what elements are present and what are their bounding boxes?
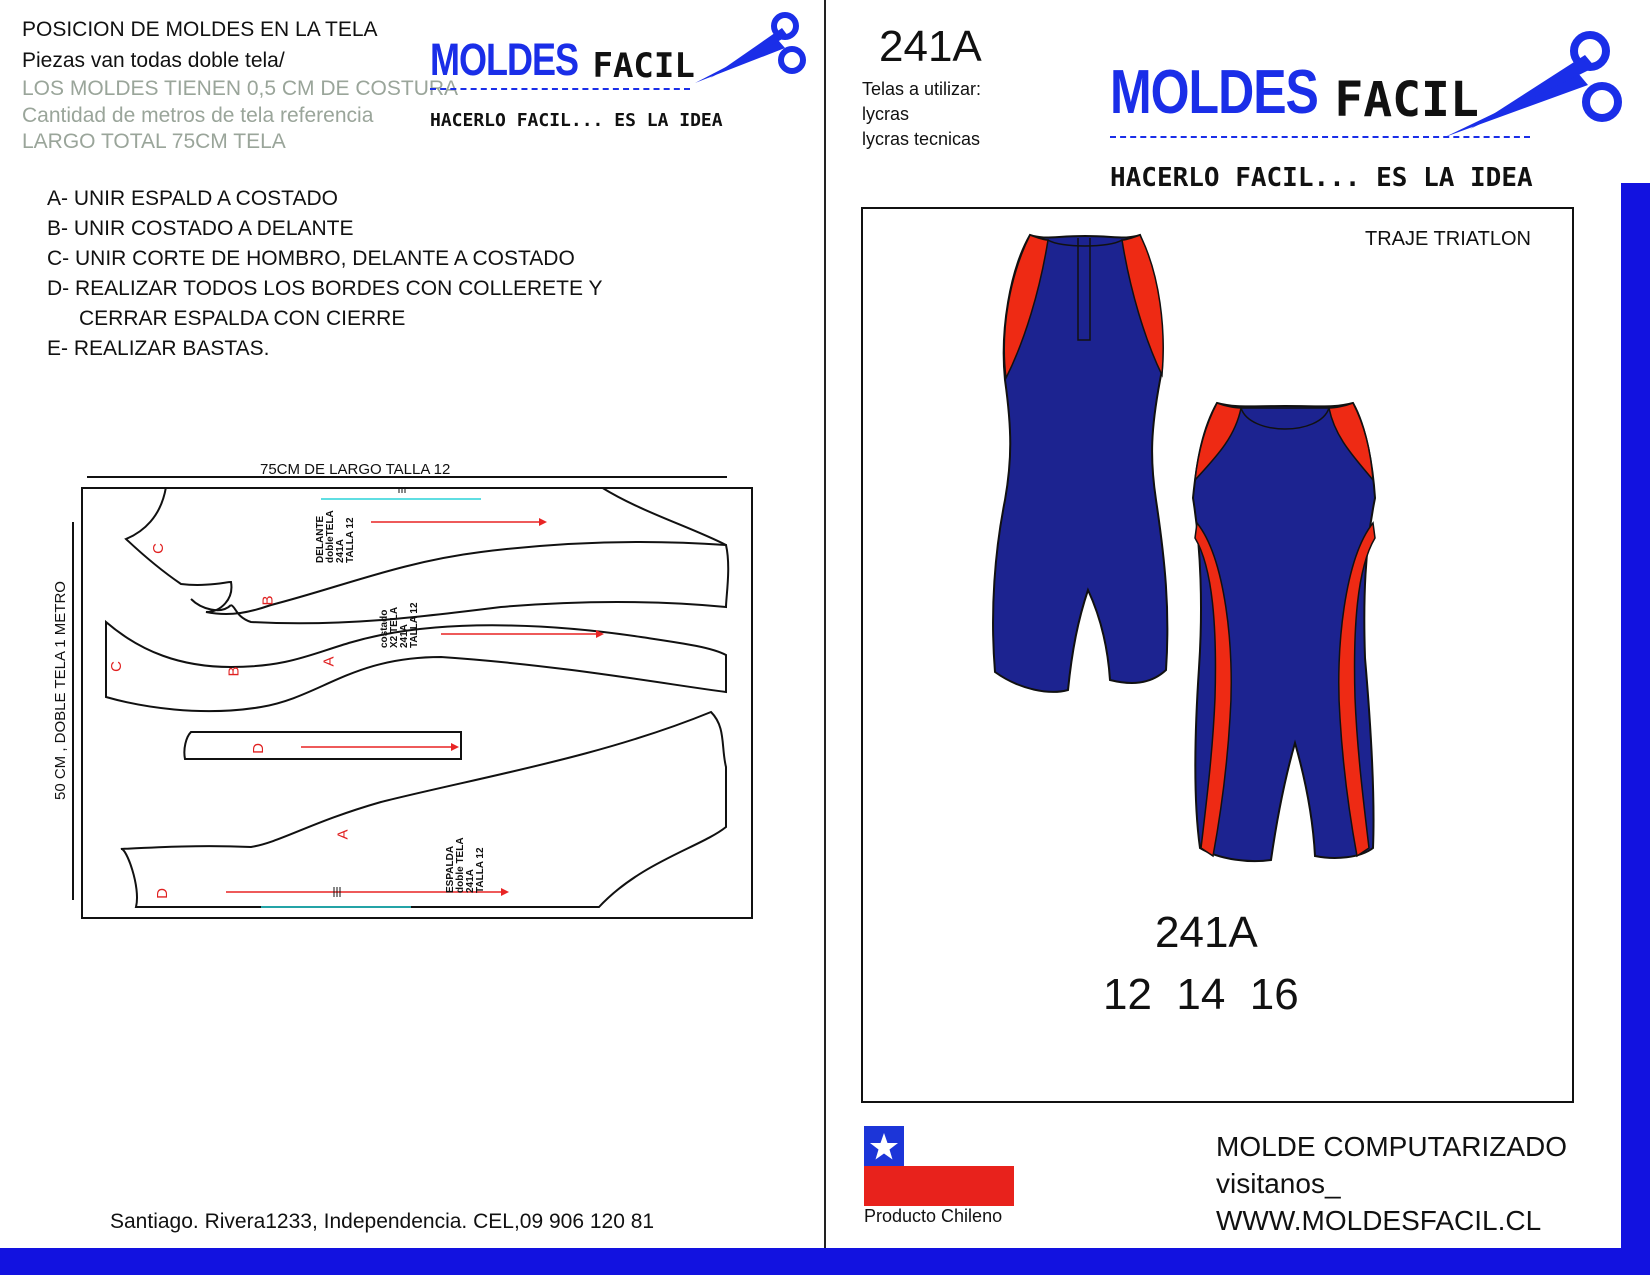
letter-a-side: A: [320, 656, 338, 667]
letter-d-back: D: [153, 888, 171, 899]
back-piece: [121, 712, 726, 907]
assembly-steps: [47, 184, 602, 364]
total-length-note: LARGO TOTAL 75CM TELA: [22, 130, 286, 153]
fabric-list: [862, 77, 981, 152]
computerized-pattern-label: MOLDE COMPUTARIZADO: [1216, 1131, 1568, 1162]
address: Santiago. Rivera1233, Independencia. CEL,09 906 120 81: [110, 1210, 655, 1233]
scissors-icon: [690, 8, 810, 88]
step-e: E- REALIZAR BASTAS.: [47, 337, 270, 360]
letter-c-side: C: [107, 661, 125, 672]
letter-a-back: A: [334, 829, 352, 840]
model-number-large: 241A: [1155, 908, 1258, 957]
fabric-item: lycras: [862, 104, 910, 124]
step-c: C- UNIR CORTE DE HOMBRO, DELANTE A COSTADO: [47, 247, 575, 270]
step-d: D- REALIZAR TODOS LOS BORDES CON COLLERETE Y: [47, 277, 603, 300]
pattern-pieces: [81, 487, 751, 917]
logo-tagline: HACERLO FACIL... ES LA IDEA: [1110, 163, 1533, 193]
visit-label: visitanos_: [1216, 1168, 1341, 1199]
model-number: 241A: [879, 22, 982, 71]
letter-d-strip: D: [249, 743, 267, 754]
fabric-heading: Telas a utilizar:: [862, 79, 982, 99]
fabric-item: lycras tecnicas: [862, 129, 981, 149]
step-b: B- UNIR COSTADO A DELANTE: [47, 217, 354, 240]
letter-b-front: B: [259, 595, 277, 606]
right-accent-bar: [1621, 183, 1650, 1253]
contact-block: [1216, 1128, 1567, 1239]
suit-front-view: [990, 230, 1180, 730]
size-list: 12 14 16: [1103, 970, 1299, 1019]
logo-tagline: HACERLO FACIL... ES LA IDEA: [430, 110, 723, 131]
layout-title: POSICION DE MOLDES EN LA TELA: [22, 18, 378, 41]
back-piece-label: ESPALDA doble TELA 241A TALLA 12: [445, 837, 486, 893]
step-d-continued: CERRAR ESPALDA CON CIERRE: [79, 307, 406, 330]
double-fabric-note: Piezas van todas doble tela/: [22, 49, 285, 72]
logo-word-moldes: MOLDES: [430, 33, 579, 85]
brand-logo-large: [1110, 56, 1479, 128]
chile-flag-icon: [864, 1126, 1014, 1206]
fabric-reference-note: Cantidad de metros de tela referencia: [22, 104, 374, 127]
width-label: 50 CM , DOBLE TELA 1 METRO: [52, 581, 69, 800]
letter-c-front: C: [149, 543, 167, 554]
logo-word-facil: FACIL: [1334, 72, 1479, 128]
logo-word-facil: FACIL: [592, 46, 695, 86]
flag-caption: Producto Chileno: [864, 1206, 1003, 1226]
seam-allowance-note: LOS MOLDES TIENEN 0,5 CM DE COSTURA: [22, 77, 459, 100]
length-label: 75CM DE LARGO TALLA 12: [260, 461, 451, 478]
suit-back-view: [1185, 398, 1385, 908]
binding-strip: [184, 732, 461, 759]
width-dimension-line: [72, 522, 74, 900]
side-piece-label: costado X2 TELA 241A TALLA 12: [379, 602, 420, 648]
logo-word-moldes: MOLDES: [1110, 56, 1318, 127]
brand-logo-small: [430, 33, 695, 86]
bottom-accent-bar: [0, 1248, 1650, 1275]
letter-b-side: B: [225, 666, 243, 677]
step-a: A- UNIR ESPALD A COSTADO: [47, 187, 338, 210]
garment-title: TRAJE TRIATLON: [1365, 228, 1531, 250]
front-piece-label: DELANTE dobleTELA 241A TALLA 12: [315, 510, 356, 563]
scissors-icon: [1440, 25, 1630, 145]
website-link[interactable]: WWW.MOLDESFACIL.CL: [1216, 1205, 1542, 1236]
page-divider: [824, 0, 826, 1275]
logo-underline: [430, 88, 690, 90]
